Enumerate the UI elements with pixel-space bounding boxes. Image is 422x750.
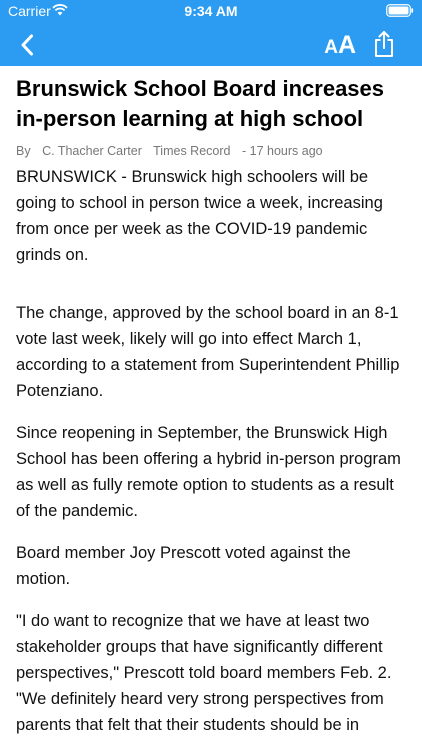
share-button[interactable] <box>372 29 396 59</box>
article-paragraph: Board member Joy Prescott voted against the motion. <box>16 544 351 588</box>
article-body <box>16 164 408 738</box>
article-paragraph: BRUNSWICK - Brunswick high schoolers will be going to school in person twice a week, increasing from once per week as the COVID-19 pandemic grinds on. <box>16 168 383 264</box>
article-paragraph: "I do want to recognize that we have at least two stakeholder groups that have significantly different perspectives," Prescott told board members Feb. 2. "We definitely heard very strong perspectives from parents that felt that their students should be in <box>16 612 392 734</box>
article <box>16 74 408 738</box>
battery-icon <box>386 4 414 17</box>
article-headline: Brunswick School Board increases in-person learning at high school <box>16 76 385 131</box>
text-size-button[interactable] <box>324 29 356 59</box>
nav-bar <box>0 22 422 66</box>
chevron-left-icon <box>20 34 34 56</box>
article-paragraph: The change, approved by the school board in an 8-1 vote last week, likely will go into effect March 1, according to a statement from Superintendent Phillip Potenziano. <box>16 304 400 400</box>
article-byline <box>16 144 408 158</box>
status-time: 9:34 AM <box>184 3 238 19</box>
byline-source: Times Record <box>153 144 231 158</box>
byline-author: C. Thacher Carter <box>42 144 142 158</box>
app-header <box>0 0 422 66</box>
byline-by: By <box>16 144 31 158</box>
text-size-small-label: A <box>324 37 338 58</box>
status-carrier: Carrier <box>8 3 51 19</box>
article-paragraph: Since reopening in September, the Brunswick High School has been offering a hybrid in-person program as well as fully remote option to students as a result of the pandemic. <box>16 424 401 520</box>
byline-separator: - <box>241 144 247 158</box>
back-button[interactable] <box>12 30 42 60</box>
share-icon <box>372 29 396 59</box>
text-size-large-label: A <box>337 31 356 59</box>
status-bar <box>0 0 422 22</box>
byline-time: 17 hours ago <box>249 144 323 158</box>
